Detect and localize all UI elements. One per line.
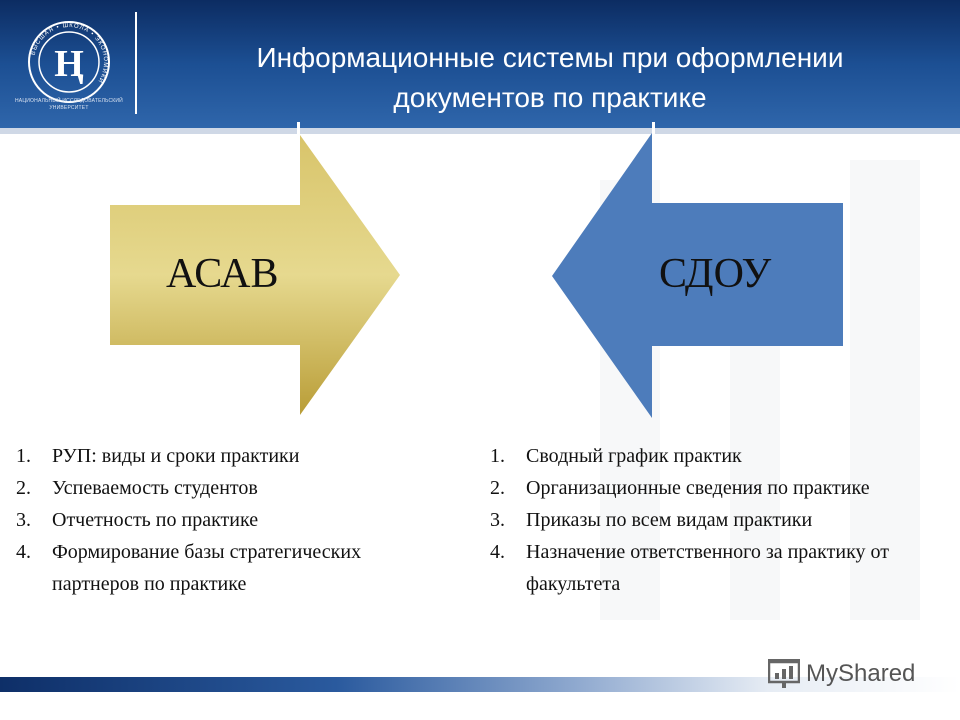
list-text: Назначение ответственного за практику от факультета <box>526 541 889 595</box>
list-number: 3. <box>490 509 505 531</box>
list-text: Успеваемость студентов <box>52 477 258 499</box>
page-title-line2: документов по практике <box>393 82 707 113</box>
sdou-list <box>490 440 950 600</box>
myshared-watermark[interactable] <box>768 656 938 692</box>
myshared-text: MyShared <box>806 660 916 687</box>
list-text: Отчетность по практике <box>52 509 259 531</box>
list-number: 4. <box>16 541 31 563</box>
asav-label: АСАВ <box>166 251 279 297</box>
list-item <box>16 504 446 536</box>
presentation-icon <box>768 659 800 689</box>
list-number: 2. <box>16 477 31 499</box>
list-item <box>16 472 446 504</box>
list-item <box>490 504 950 536</box>
list-text: Сводный график практик <box>526 445 742 467</box>
logo-caption-line2: УНИВЕРСИТЕТ <box>49 105 89 111</box>
logo-ring-text: ВЫСШАЯ • ШКОЛА • ЭКОНОМИКИ <box>30 22 109 85</box>
logo-caption-line1: НАЦИОНАЛЬНЫЙ ИССЛЕДОВАТЕЛЬСКИЙ <box>15 98 123 104</box>
list-text: Формирование базы стратегических партнеров по практике <box>52 541 362 595</box>
svg-text:Ⱨ: Ⱨ <box>54 43 84 85</box>
page-title-line1: Информационные системы при оформлении <box>256 42 844 73</box>
list-text: РУП: виды и сроки практики <box>52 445 300 467</box>
list-item <box>490 536 946 600</box>
list-number: 2. <box>490 477 505 499</box>
list-number: 1. <box>490 445 505 467</box>
list-item <box>16 536 432 600</box>
list-text: Приказы по всем видам практики <box>526 509 813 531</box>
asav-list <box>16 440 446 600</box>
list-number: 1. <box>16 445 31 467</box>
list-number: 3. <box>16 509 31 531</box>
sdou-label: СДОУ <box>659 251 772 297</box>
list-text: Организационные сведения по практике <box>526 477 870 499</box>
list-number: 4. <box>490 541 505 563</box>
list-item <box>16 440 446 472</box>
list-item <box>490 472 950 504</box>
list-item <box>490 440 950 472</box>
